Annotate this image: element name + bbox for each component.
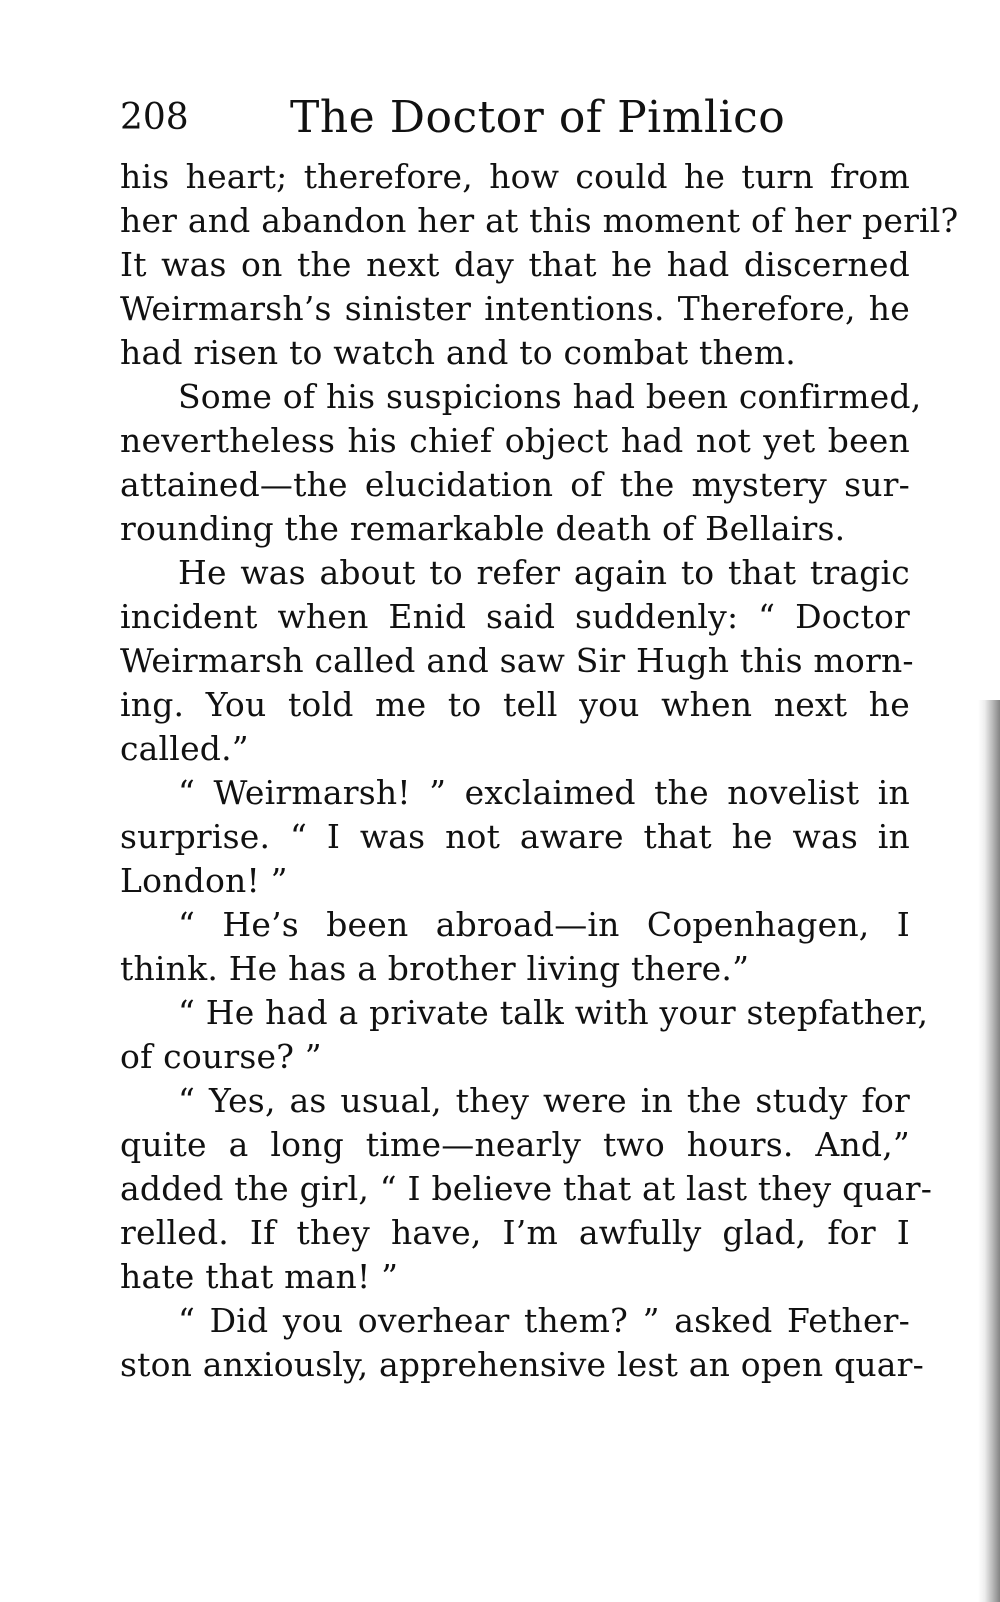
page-header bbox=[120, 90, 920, 150]
text-line: He was about to refer again to that tragic bbox=[178, 553, 910, 592]
text-line: rounding the remarkable death of Bellairs. bbox=[120, 509, 846, 548]
text-line: quite a long time—nearly two hours. And,” bbox=[120, 1125, 910, 1164]
text-line: of course? ” bbox=[120, 1037, 322, 1076]
body-text bbox=[120, 155, 959, 1387]
text-line: Weirmarsh called and saw Sir Hugh this morn- bbox=[120, 641, 914, 680]
text-line: his heart; therefore, how could he turn from bbox=[120, 157, 910, 196]
text-line: London! ” bbox=[120, 861, 288, 900]
text-line: Weirmarsh’s sinister intentions. Therefore, he bbox=[120, 289, 910, 328]
running-title: The Doctor of Pimlico bbox=[290, 92, 786, 143]
text-line: ing. You told me to tell you when next he bbox=[120, 685, 910, 724]
text-line: Some of his suspicions had been confirmed, bbox=[178, 377, 922, 416]
text-line: “ Weirmarsh! ” exclaimed the novelist in bbox=[178, 773, 910, 812]
text-line: had risen to watch and to combat them. bbox=[120, 333, 796, 372]
text-line: hate that man! ” bbox=[120, 1257, 399, 1296]
text-line: added the girl, “ I believe that at last they quar- bbox=[120, 1169, 933, 1208]
text-line: “ Yes, as usual, they were in the study for bbox=[178, 1081, 910, 1120]
text-line: her and abandon her at this moment of her peril? bbox=[120, 201, 959, 240]
page-number: 208 bbox=[120, 97, 189, 138]
text-line: “ He had a private talk with your stepfather, bbox=[178, 993, 929, 1032]
text-line: incident when Enid said suddenly: “ Doctor bbox=[120, 597, 910, 636]
text-line: surprise. “ I was not aware that he was in bbox=[120, 817, 910, 856]
text-line: It was on the next day that he had discerned bbox=[120, 245, 910, 284]
text-line: attained—the elucidation of the mystery sur- bbox=[120, 465, 910, 504]
text-line: called.” bbox=[120, 729, 249, 768]
text-line: think. He has a brother living there.” bbox=[120, 949, 750, 988]
text-line: ston anxiously, apprehensive lest an open quar- bbox=[120, 1345, 924, 1384]
text-line: “ Did you overhear them? ” asked Fether- bbox=[178, 1301, 910, 1340]
text-line: “ He’s been abroad—in Copenhagen, I bbox=[178, 905, 910, 944]
text-line: nevertheless his chief object had not yet been bbox=[120, 421, 910, 460]
scanned-page-edge bbox=[978, 700, 1000, 1602]
text-line: relled. If they have, I’m awfully glad, for I bbox=[120, 1213, 910, 1252]
